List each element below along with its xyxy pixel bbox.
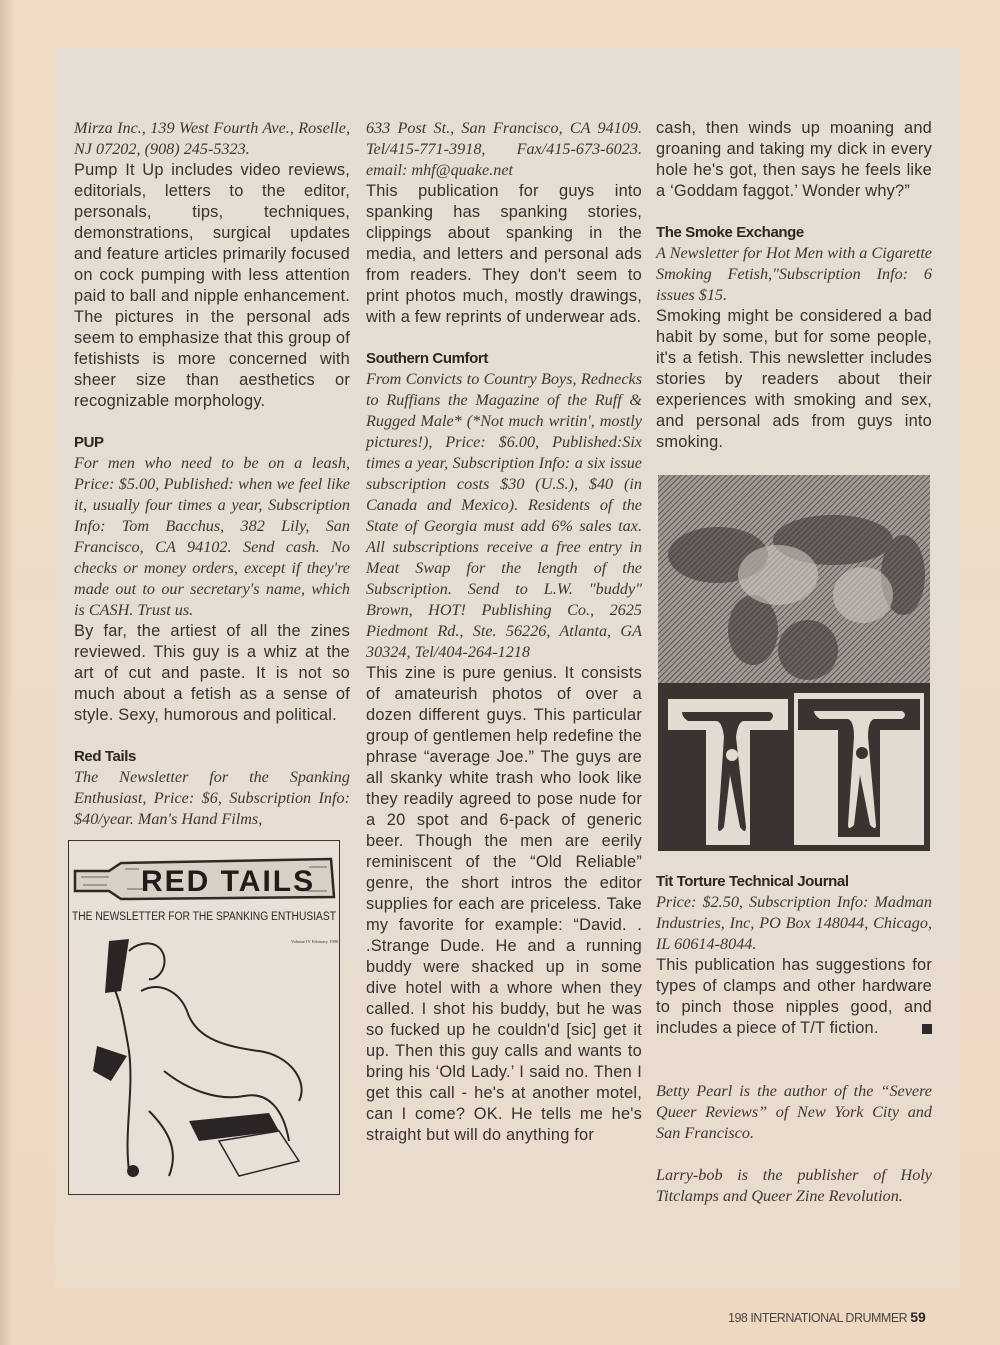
- left-clothespin-spring: [726, 749, 738, 761]
- cover-title: RED TAILS: [141, 865, 316, 898]
- cover-issue-info: Volume IV February 1998: [291, 939, 339, 944]
- sketch-shading: [93, 939, 279, 1177]
- author-bio-larry-bob: Larry-bob is the publisher of Holy Titclamps and Queer Zine Revolution.: [656, 1166, 932, 1205]
- pup-citation: For men who need to be on a leash, Price: $5.00, Published: when we feel like it, usually four times a year, Subscription Info: Tom Bacchus, 382 Lily, San Francisco, CA 94102. Send cash. No checks or money orders, except if they're made out to our secretary's name, which is CASH. Trust us.: [74, 454, 350, 619]
- red-tails-cover-illustration: [69, 841, 339, 1194]
- pump-it-up-citation: Mirza Inc., 139 West Fourth Ave., Roselle, NJ 07202, (908) 245-5323.: [74, 119, 350, 158]
- spanking-sketch: [109, 943, 302, 1176]
- tit-torture-journal-review: [656, 955, 932, 1039]
- southern-cumfort-citation: From Convicts to Country Boys, Rednecks to Ruffians the Magazine of the Ruff & Rugged Male* (*Not much writin', mostly pictures!), Price: $6.00, Published:Six times a year, Subscription Info: a six issue subscription costs $30 (U.S.), $40 (in Canada and Mexico). Residents of the State of Georgia must add 6% sales tax. All subscriptions receive a free entry in Meat Swap for the length of the Subscription. Send to L.W. "buddy" Brown, HOT! Publishing Co., 2625 Piedmont Rd., Ste. 56226, Atlanta, GA 30324, Tel/404-264-1218: [366, 370, 642, 661]
- tit-torture-journal-heading: Tit Torture Technical Journal: [656, 873, 849, 890]
- smoke-exchange-heading: The Smoke Exchange: [656, 224, 804, 241]
- page-spine-shadow: [0, 0, 14, 1345]
- red-tails-citation: The Newsletter for the Spanking Enthusiast, Price: $6, Subscription Info: $40/year. Man's Hand Films,: [74, 768, 350, 828]
- southern-cumfort-review-continued: cash, then winds up moaning and groaning and taking my dick in every hole he's got, then says he feels like a ‘Goddam faggot.’ Wonder why?”: [656, 119, 932, 200]
- smoke-exchange-citation: A Newsletter for Hot Men with a Cigarette Smoking Fetish,"Subscription Info: 6 issues $15.: [656, 244, 932, 304]
- tit-torture-journal-citation: Price: $2.50, Subscription Info: Madman Industries, Inc, PO Box 148044, Chicago, IL 60614-8044.: [656, 893, 932, 953]
- footer-issue-label: 198 INTERNATIONAL DRUMMER: [728, 1311, 908, 1325]
- page-footer: [728, 1309, 926, 1325]
- pup-heading: PUP: [74, 434, 104, 451]
- pump-it-up-review: Pump It Up includes video reviews, editorials, letters to the editor, personals, tips, techniques, demonstrations, surgical updates and feature articles primarily focused on cock pumping with less attention paid to ball and nipple enhancement. The pictures in the personal ads seem to emphasize that this group of fetishists is more concerned with sheer size than aesthetics or recognizable morphology.: [74, 161, 350, 410]
- tit-torture-journal-review-text: This publication has suggestions for types of clamps and other hardware to pinch those nipples good, and includes a piece of T/T fiction.: [656, 956, 932, 1037]
- column-1: [74, 118, 350, 1195]
- red-tails-review: This publication for guys into spanking has spanking stories, clippings about spanking in the media, and letters and personal ads from readers. They don't seem to print photos much, mostly drawings, with a few reprints of underwear ads.: [366, 182, 642, 326]
- column-2: [366, 118, 642, 1146]
- red-tails-heading: Red Tails: [74, 748, 136, 765]
- southern-cumfort-review: This zine is pure genius. It consists of amateurish photos of over a dozen different guys. This particular group of gentlemen help redefine the phrase “average Joe.” The guys are all skanky white trash who look like they readily agreed to pose nude for a 20 spot and 6-pack of generic beer. Though the men are eerily reminiscent of the “Old Reliable” genre, the short intros the editor supplies for each are priceless. Take my favorite for example: “David. . .Strange Dude. He and a running buddy were shacked up in some dive hotel with a whore when they called. I shot his buddy, but he was so fucked up he couldn'd [sic] get it up. Then this guy calls and wants to bring his ‘Old Lady.’ I said no. Then I get this call - he's at another motel, can I come? OK. He tells me he's straight but will do anything for: [366, 664, 642, 1144]
- tit-torture-journal-cover-image: [658, 475, 930, 851]
- red-tails-cover-image: [68, 840, 340, 1195]
- southern-cumfort-heading: Southern Cumfort: [366, 350, 488, 367]
- page-number: 59: [910, 1309, 926, 1325]
- pup-review: By far, the artiest of all the zines reviewed. This guy is a whiz at the art of cut and paste. It is not so much about a fetish as a sense of style. Sexy, humorous and political.: [74, 622, 350, 724]
- tit-torture-cover-illustration: [658, 475, 930, 851]
- smoke-exchange-review: Smoking might be considered a bad habit by some, but for some people, it's a fetish. This newsletter includes stories by readers about their experiences with smoking and sex, and personal ads from guys into smoking.: [656, 307, 932, 451]
- column-3: [656, 118, 932, 1207]
- right-clothespin-spring: [856, 747, 868, 759]
- cover-subtitle: THE NEWSLETTER FOR THE SPANKING ENTHUSIAST: [72, 909, 337, 923]
- author-bio-betty-pearl: Betty Pearl is the author of the “Severe Queer Reviews” of New York City and San Francisco.: [656, 1082, 932, 1142]
- end-of-article-mark: [922, 1024, 932, 1034]
- red-tails-citation-continued: 633 Post St., San Francisco, CA 94109. Tel/415-771-3918, Fax/415-673-6023. email: mhf@quake.net: [366, 119, 642, 179]
